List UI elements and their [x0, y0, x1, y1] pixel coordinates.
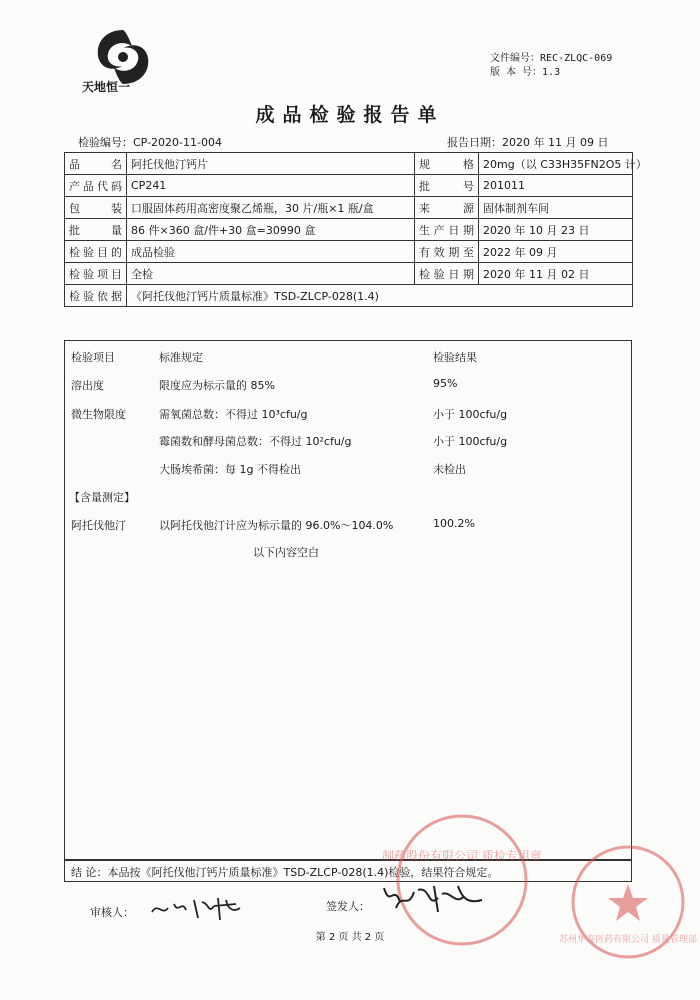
qty-label: 批 量	[65, 219, 127, 241]
table-row	[65, 175, 633, 197]
col-result-header: 检验结果	[433, 351, 477, 364]
result-item: 溶出度	[71, 379, 104, 392]
blank-note: 以下内容空白	[253, 546, 319, 559]
assay-std: 以阿托伐他汀计应为标示量的 96.0%～104.0%	[159, 519, 394, 532]
issuer-label: 签发人：	[326, 900, 370, 913]
result-item: 微生物限度	[71, 408, 126, 421]
mfg-value: 2020 年 10 月 23 日	[479, 219, 633, 241]
result-value: 未检出	[433, 463, 466, 476]
result-std: 霉菌数和酵母菌总数：不得过 10²cfu/g	[159, 435, 352, 448]
result-std: 限度应为标示量的 85%	[159, 379, 275, 392]
source-label: 来 源	[415, 197, 479, 219]
conclusion: 结 论：本品按《阿托伐他汀钙片质量标准》TSD-ZLCP-028(1.4)检验，结果符合规定。	[64, 860, 632, 882]
table-row	[65, 241, 633, 263]
assay-section-heading: 【含量测定】	[69, 491, 135, 504]
mfg-label: 生产日期	[415, 219, 479, 241]
qty-value: 86 件×360 盒/件+30 盒=30990 盒	[127, 219, 415, 241]
basis-label: 检验依据	[65, 285, 127, 307]
company-stamp-text: 苏州华泰医药有限公司 质量管理部	[559, 935, 697, 945]
doc-version: 版 本 号：1.3	[490, 67, 561, 78]
purpose-label: 检验目的	[65, 241, 127, 263]
results-box	[64, 340, 632, 860]
reviewer-signature-icon	[148, 892, 248, 922]
table-row	[65, 219, 633, 241]
pack-label: 包 装	[65, 197, 127, 219]
col-item-header: 检验项目	[71, 351, 115, 364]
qc-stamp-text: 制药股份有限公司 质检专用章	[382, 849, 542, 863]
company-stamp-icon	[559, 842, 697, 962]
table-row	[65, 153, 633, 175]
reviewer-label: 审核人：	[90, 906, 134, 919]
product-label: 品 名	[65, 153, 127, 175]
items-label: 检验项目	[65, 263, 127, 285]
spec-value: 20mg（以 C33H35FN2O5 计）	[479, 153, 633, 175]
batch-value: 201011	[479, 175, 633, 197]
table-row	[65, 263, 633, 285]
test-date-label: 检验日期	[415, 263, 479, 285]
report-number: 检验编号：CP-2020-11-004	[78, 136, 222, 149]
company-logo-text: 天地恒一	[82, 80, 131, 94]
info-table	[64, 152, 647, 307]
result-value: 95%	[433, 377, 458, 390]
test-date-value: 2020 年 11 月 02 日	[479, 263, 633, 285]
spec-label: 规 格	[415, 153, 479, 175]
report-date: 报告日期：2020 年 11 月 09 日	[447, 136, 609, 149]
assay-item: 阿托伐他汀	[71, 519, 126, 532]
product-value: 阿托伐他汀钙片	[127, 153, 415, 175]
doc-number: 文件编号：REC-ZLQC-069	[490, 53, 613, 64]
result-std: 需氧菌总数：不得过 10³cfu/g	[159, 408, 308, 421]
code-label: 产品代码	[65, 175, 127, 197]
expiry-label: 有效期至	[415, 241, 479, 263]
purpose-value: 成品检验	[127, 241, 415, 263]
items-value: 全检	[127, 263, 415, 285]
table-row	[65, 197, 633, 219]
code-value: CP241	[127, 175, 415, 197]
result-std: 大肠埃希菌：每 1g 不得检出	[159, 463, 301, 476]
source-value: 固体制剂车间	[479, 197, 633, 219]
batch-label: 批 号	[415, 175, 479, 197]
pack-value: 口服固体药用高密度聚乙烯瓶，30 片/瓶×1 瓶/盒	[127, 197, 415, 219]
assay-result: 100.2%	[433, 517, 475, 530]
issuer-signature-icon	[378, 878, 488, 918]
expiry-value: 2022 年 09 月	[479, 241, 633, 263]
table-row	[65, 285, 633, 307]
doc-meta	[490, 52, 612, 80]
col-std-header: 标准规定	[159, 351, 203, 364]
result-value: 小于 100cfu/g	[433, 435, 508, 448]
result-value: 小于 100cfu/g	[433, 408, 508, 421]
page-number: 第 2 页 共 2 页	[315, 932, 385, 943]
page-title: 成品检验报告单	[255, 104, 445, 126]
basis-value: 《阿托伐他汀钙片质量标准》TSD-ZLCP-028(1.4)	[127, 285, 633, 307]
